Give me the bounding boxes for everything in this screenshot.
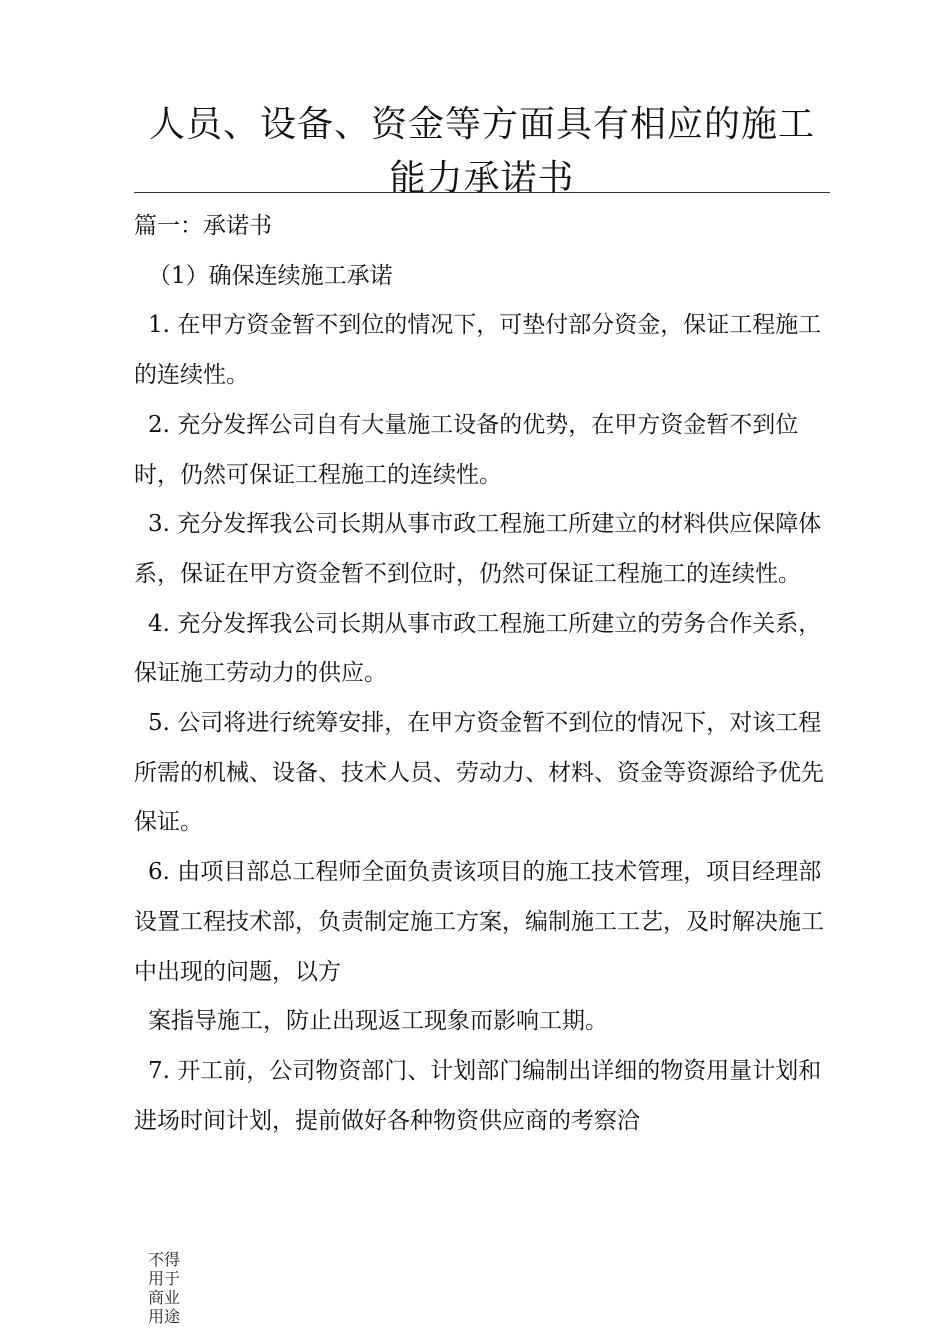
paragraph-6: 6. 由项目部总工程师全面负责该项目的施工技术管理，项目经理部设置工程技术部，负责制定施工方案，编制施工工艺，及时解决施工中出现的问题，以方 <box>134 859 824 985</box>
paragraph-5: 5. 公司将进行统筹安排，在甲方资金暂不到位的情况下，对该工程所需的机械、设备、技术人员、劳动力、材料、资金等资源给予优先保证。 <box>134 710 824 836</box>
paragraph-6-continued: 案指导施工，防止出现返工现象而影响工期。 <box>148 1008 608 1035</box>
paragraph-2: 2. 充分发挥公司自有大量施工设备的优势，在甲方资金暂不到位时，仍然可保证工程施工的连续性。 <box>134 411 799 488</box>
paragraph-7: 7. 开工前，公司物资部门、计划部门编制出详细的物资用量计划和进场时间计划，提前做好各种物资供应商的考察洽 <box>134 1057 822 1134</box>
document-title: 人员、设备、资金等方面具有相应的施工能力承诺书 <box>148 104 815 199</box>
subheading: （1）确保连续施工承诺 <box>148 262 393 289</box>
paragraph-3: 3. 充分发挥我公司长期从事市政工程施工所建立的材料供应保障体系，保证在甲方资金暂不到位时，仍然可保证工程施工的连续性。 <box>134 511 822 587</box>
section-heading: 篇一：承诺书 <box>134 213 272 239</box>
paragraph-1: 1. 在甲方资金暂不到位的情况下，可垫付部分资金，保证工程施工的连续性。 <box>134 312 822 389</box>
document-body <box>134 202 830 1146</box>
title-underline <box>134 192 830 193</box>
usage-notice: 不得用于商业用途 <box>148 1250 181 1326</box>
paragraph-4: 4. 充分发挥我公司长期从事市政工程施工所建立的劳务合作关系，保证施工劳动力的供应。 <box>134 610 822 687</box>
